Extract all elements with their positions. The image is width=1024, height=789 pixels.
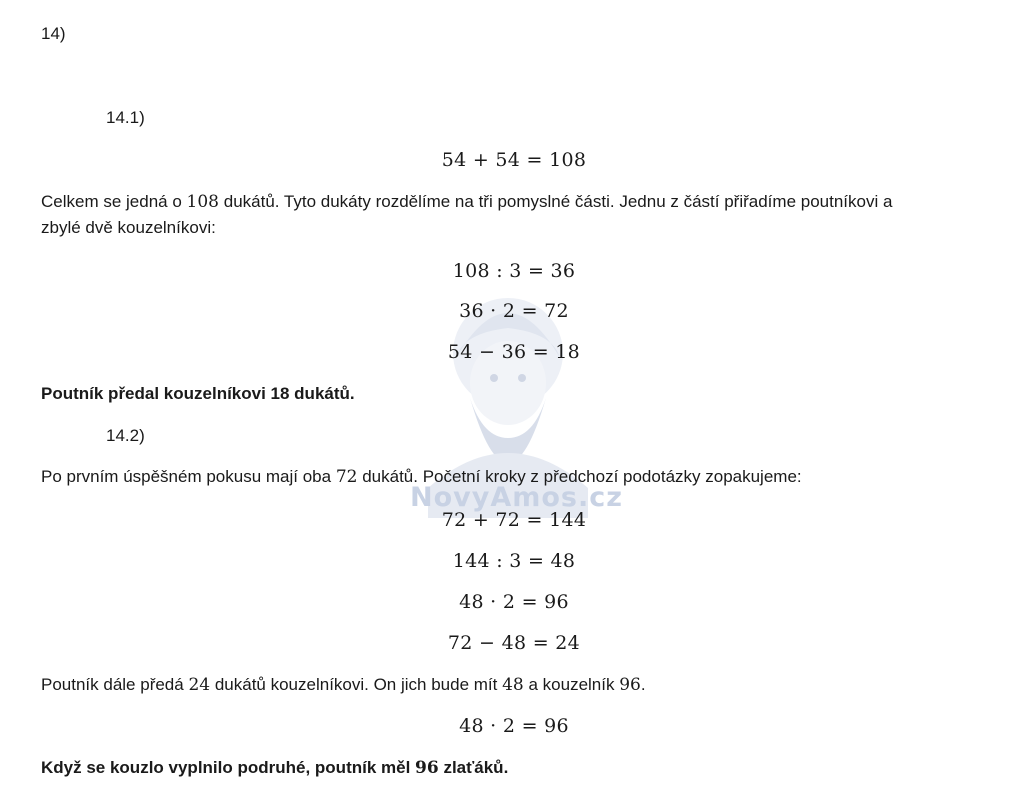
answer-2: Když se kouzlo vyplnilo podruhé, poutník měl 96 zlaťáků. [41, 758, 509, 778]
equation: 54 + 54 = 108 [441, 149, 587, 171]
paragraph: Celkem se jedná o 108 dukátů. Tyto dukáty rozdělíme na tři pomyslné části. Jednu z částí přiřadíme poutníkovi a [41, 192, 893, 212]
equation: 36 · 2 = 72 [459, 300, 569, 322]
equation: 72 + 72 = 144 [441, 509, 587, 531]
subpart-label-2: 14.2) [106, 426, 145, 445]
equation: 144 : 3 = 48 [452, 550, 576, 572]
problem-heading: 14) [41, 24, 66, 43]
equation: 54 − 36 = 18 [447, 341, 581, 363]
paragraph: Poutník dále předá 24 dukátů kouzelníkovi. On jich bude mít 48 a kouzelník 96. [41, 675, 646, 695]
paragraph-line: zbylé dvě kouzelníkovi: [41, 218, 216, 237]
equation: 48 · 2 = 96 [459, 715, 569, 737]
subpart-label-1: 14.1) [106, 108, 145, 127]
answer-1: Poutník předal kouzelníkovi 18 dukátů. [41, 384, 355, 403]
equation: 48 · 2 = 96 [459, 591, 569, 613]
paragraph: Po prvním úspěšném pokusu mají oba 72 dukátů. Početní kroky z předchozí podotázky zopakujeme: [41, 467, 802, 487]
equation: 108 : 3 = 36 [452, 260, 576, 282]
watermark-text: NovyAmos.cz [410, 482, 623, 513]
equation: 72 − 48 = 24 [447, 632, 581, 654]
